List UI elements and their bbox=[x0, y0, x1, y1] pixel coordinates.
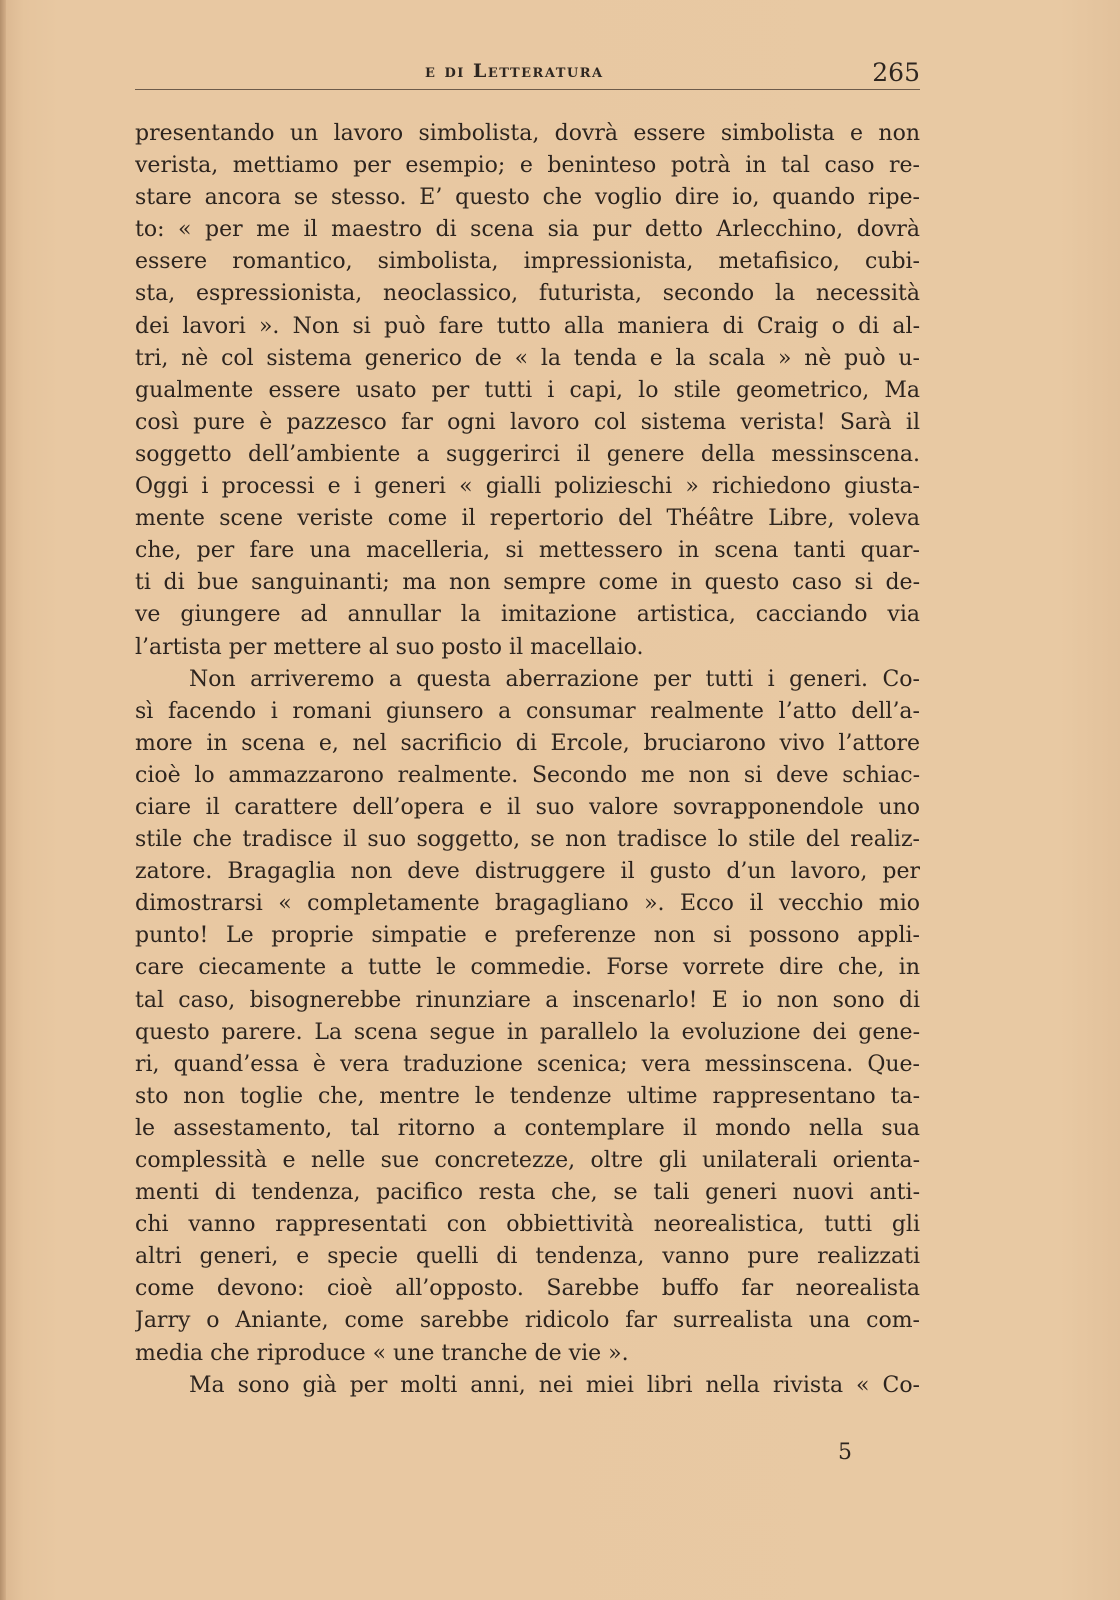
text-line: soggetto dell’ambiente a suggerirci il genere della messinscena. bbox=[135, 441, 920, 467]
text-line: come devono: cioè all’opposto. Sarebbe buffo far neorealista bbox=[135, 1276, 920, 1302]
text-line: tri, nè col sistema generico de « la tenda e la scala » nè può u- bbox=[135, 345, 920, 371]
text-line: punto! Le proprie simpatie e preferenze non si possono appli- bbox=[135, 923, 920, 949]
text-line: zatore. Bragaglia non deve distruggere il gusto d’un lavoro, per bbox=[135, 859, 920, 885]
text-line: mente scene veriste come il repertorio del Théâtre Libre, voleva bbox=[135, 506, 920, 532]
signature-number: 5 bbox=[838, 1440, 852, 1465]
text-line: ve giungere ad annullar la imitazione artistica, cacciando via bbox=[135, 602, 920, 628]
text-line: ciare il carattere dell’opera e il suo valore sovrapponendole uno bbox=[135, 794, 920, 820]
text-line: to: « per me il maestro di scena sia pur detto Arlecchino, dovrà bbox=[135, 217, 920, 243]
text-line: sto non toglie che, mentre le tendenze ultime rappresentano ta- bbox=[135, 1083, 920, 1109]
text-line: ri, quand’essa è vera traduzione scenica; vera messinscena. Que- bbox=[135, 1051, 920, 1077]
text-line: dimostrarsi « completamente bragagliano ». Ecco il vecchio mio bbox=[135, 891, 920, 917]
text-line: stare ancora se stesso. E’ questo che voglio dire io, quando ripe- bbox=[135, 185, 920, 211]
page-number: 265 bbox=[872, 58, 920, 87]
page-binding-edge bbox=[0, 0, 6, 1600]
text-line: sta, espressionista, neoclassico, futurista, secondo la necessità bbox=[135, 281, 920, 307]
text-line: stile che tradisce il suo soggetto, se non tradisce lo stile del realiz- bbox=[135, 827, 920, 853]
text-line: Oggi i processi e i generi « gialli polizieschi » richiedono giusta- bbox=[135, 474, 920, 500]
text-line: ti di bue sanguinanti; ma non sempre come in questo caso si de- bbox=[135, 570, 920, 596]
text-line: gualmente essere usato per tutti i capi, lo stile geometrico, Ma bbox=[135, 377, 920, 403]
header-rule bbox=[135, 89, 920, 90]
text-line: così pure è pazzesco far ogni lavoro col sistema verista! Sarà il bbox=[135, 409, 920, 435]
text-line: le assestamento, tal ritorno a contemplare il mondo nella sua bbox=[135, 1115, 920, 1141]
text-line: altri generi, e specie quelli di tendenza, vanno pure realizzati bbox=[135, 1244, 920, 1270]
body-text bbox=[135, 118, 920, 1402]
text-line: Ma sono già per molti anni, nei miei libri nella rivista « Co- bbox=[189, 1372, 920, 1398]
text-line: essere romantico, simbolista, impressionista, metafisico, cubi- bbox=[135, 249, 920, 275]
text-line: presentando un lavoro simbolista, dovrà essere simbolista e non bbox=[135, 121, 920, 146]
text-line: dei lavori ». Non si può fare tutto alla maniera di Craig o di al- bbox=[135, 313, 920, 339]
text-line: che, per fare una macelleria, si mettessero in scena tanti quar- bbox=[135, 538, 920, 564]
text-line: l’artista per mettere al suo posto il macellaio. bbox=[135, 634, 644, 660]
text-line: media che riproduce « une tranche de vie ». bbox=[135, 1340, 629, 1366]
text-line: tal caso, bisognerebbe rinunziare a inscenarlo! E io non sono di bbox=[135, 987, 920, 1013]
text-line: cioè lo ammazzarono realmente. Secondo me non si deve schiac- bbox=[135, 762, 920, 788]
text-line: more in scena e, nel sacrificio di Ercole, bruciarono vivo l’attore bbox=[135, 730, 920, 756]
text-line: sì facendo i romani giunsero a consumar realmente l’atto dell’a- bbox=[135, 698, 920, 724]
text-line: menti di tendenza, pacifico resta che, se tali generi nuovi anti- bbox=[135, 1180, 920, 1206]
text-line: care ciecamente a tutte le commedie. Forse vorrete dire che, in bbox=[135, 955, 920, 981]
text-line: Jarry o Aniante, come sarebbe ridicolo far surrealista una com- bbox=[135, 1308, 920, 1334]
text-line: verista, mettiamo per esempio; e beninteso potrà in tal caso re- bbox=[135, 153, 920, 179]
page-header bbox=[135, 58, 920, 92]
running-title: e di Letteratura bbox=[425, 60, 604, 82]
text-line: questo parere. La scena segue in parallelo la evoluzione dei gene- bbox=[135, 1019, 920, 1045]
text-line: complessità e nelle sue concretezze, oltre gli unilaterali orienta- bbox=[135, 1148, 920, 1173]
text-line: chi vanno rappresentati con obbiettività neorealistica, tutti gli bbox=[135, 1212, 920, 1238]
text-line: Non arriveremo a questa aberrazione per tutti i generi. Co- bbox=[189, 666, 920, 692]
